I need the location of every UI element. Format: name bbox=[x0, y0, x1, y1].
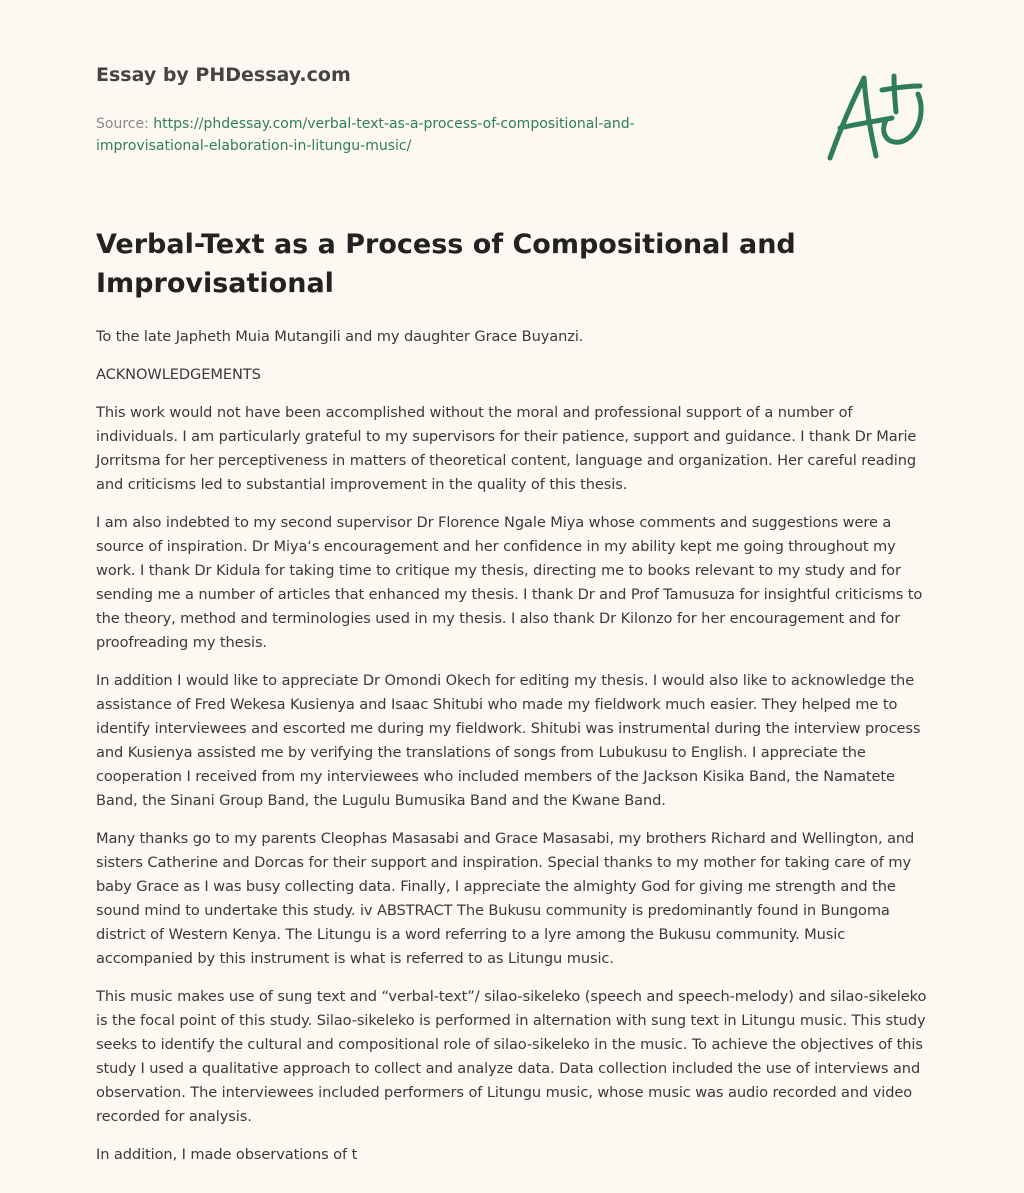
source-label: Source: bbox=[96, 116, 149, 132]
source-line bbox=[96, 113, 716, 157]
dedication-paragraph: To the late Japheth Muia Mutangili and my daughter Grace Buyanzi. bbox=[96, 328, 584, 345]
body-paragraph: This work would not have been accomplished without the moral and professional support of a number of individuals. I am particularly grateful to my supervisors for their patience, support and guidance. I thank Dr Marie Jorritsma for her perceptiveness in matters of theoretical content, language and organization. Her careful reading and criticisms led to substantial improvement in the quality of this thesis. bbox=[96, 404, 917, 493]
a-plus-logo-icon bbox=[822, 68, 926, 164]
source-link-line-1[interactable]: https://phdessay.com/verbal-text-as-a-process-of-compositional-and- bbox=[153, 116, 635, 132]
source-link[interactable] bbox=[96, 116, 635, 154]
acknowledgements-heading: ACKNOWLEDGEMENTS bbox=[96, 366, 261, 383]
body-paragraph: This music makes use of sung text and “verbal-text”/ silao-sikeleko (speech and speech-melody) and silao-sikeleko is the focal point of this study. Silao-sikeleko is performed in alternation with sung text in Litungu music. This study seeks to identify the cultural and compositional role of silao-sikeleko in the music. To achieve the objectives of this study I used a qualitative approach to collect and analyze data. Data collection included the use of interviews and observation. The interviewees included performers of Litungu music, whose music was audio recorded and video recorded for analysis. bbox=[96, 988, 927, 1125]
body-paragraph: I am also indebted to my second supervisor Dr Florence Ngale Miya whose comments and suggestions were a source of inspiration. Dr Miya‘s encouragement and her confidence in my ability kept me going throughout my work. I thank Dr Kidula for taking time to critique my thesis, directing me to books relevant to my study and for sending me a number of articles that enhanced my thesis. I thank Dr and Prof Tamusuza for insightful criticisms to the theory, method and terminologies used in my thesis. I also thank Dr Kilonzo for her encouragement and for proofreading my thesis. bbox=[96, 514, 923, 651]
body-paragraph: In addition I would like to appreciate Dr Omondi Okech for editing my thesis. I would also like to acknowledge the assistance of Fred Wekesa Kusienya and Isaac Shitubi who made my fieldwork much easier. They helped me to identify interviewees and escorted me during my fieldwork. Shitubi was instrumental during the interview process and Kusienya assisted me by verifying the translations of songs from Lubukusu to English. I appreciate the cooperation I received from my interviewees who included members of the Jackson Kisika Band, the Namatete Band, the Sinani Group Band, the Lugulu Bumusika Band and the Kwane Band. bbox=[96, 672, 921, 809]
truncated-paragraph: In addition, I made observations of t bbox=[96, 1146, 358, 1163]
source-link-line-2[interactable]: improvisational-elaboration-in-litungu-music/ bbox=[96, 138, 412, 154]
body-paragraph: Many thanks go to my parents Cleophas Masasabi and Grace Masasabi, my brothers Richard and Wellington, and sisters Catherine and Dorcas for their support and inspiration. Special thanks to my mother for taking care of my baby Grace as I was busy collecting data. Finally, I appreciate the almighty God for giving me strength and the sound mind to undertake this study. iv ABSTRACT The Bukusu community is predominantly found in Bungoma district of Western Kenya. The Litungu is a word referring to a lyre among the Bukusu community. Music accompanied by this instrument is what is referred to as Litungu music. bbox=[96, 830, 915, 967]
site-brand: Essay by PHDessay.com bbox=[96, 64, 351, 86]
article-body bbox=[96, 325, 932, 1181]
page-title: Verbal-Text as a Process of Compositional and Improvisational bbox=[96, 229, 796, 299]
